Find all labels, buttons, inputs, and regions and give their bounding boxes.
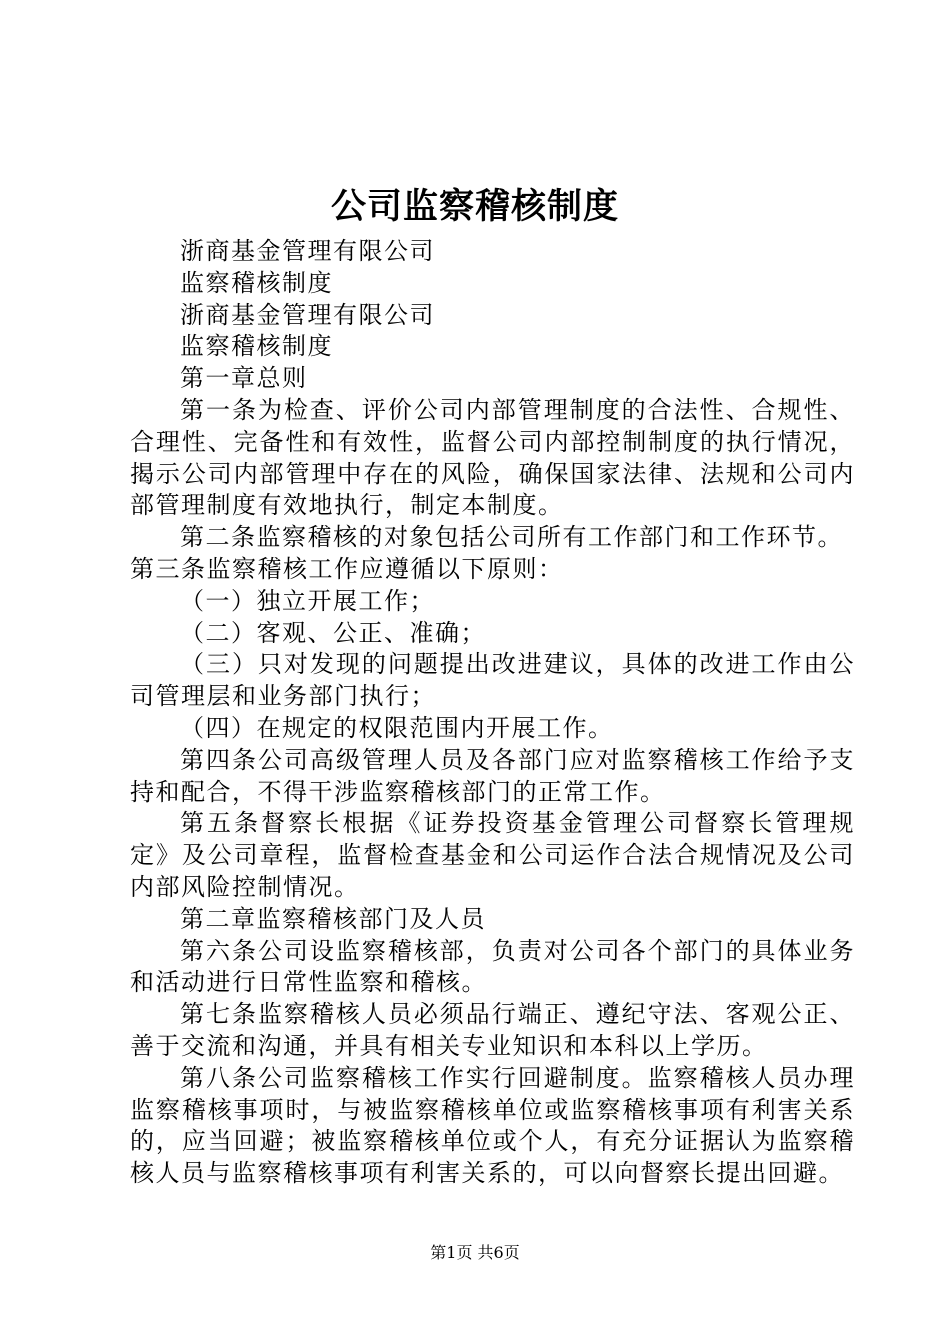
body-paragraph: 第八条公司监察稽核工作实行回避制度。监察稽核人员办理监察稽核事项时，与被监察稽核单位或监察稽核事项有利害关系的，应当回避；被监察稽核单位或个人，有充分证据认为监察稽核人员与监察稽核事项有利害关系的，可以向督察长提出回避。 bbox=[130, 1063, 855, 1188]
document-body bbox=[130, 236, 855, 1190]
body-paragraph: （一）独立开展工作； bbox=[180, 586, 435, 615]
body-paragraph: 监察稽核制度 bbox=[180, 332, 333, 361]
body-paragraph: 第一章总则 bbox=[180, 364, 308, 393]
body-paragraph: 第六条公司设监察稽核部，负责对公司各个部门的具体业务和活动进行日常性监察和稽核。 bbox=[130, 936, 855, 997]
body-paragraph: 第四条公司高级管理人员及各部门应对监察稽核工作给予支持和配合，不得干涉监察稽核部门的正常工作。 bbox=[130, 745, 855, 806]
body-paragraph: （四）在规定的权限范围内开展工作。 bbox=[180, 713, 614, 742]
body-paragraph: 第一条为检查、评价公司内部管理制度的合法性、合规性、合理性、完备性和有效性，监督公司内部控制制度的执行情况，揭示公司内部管理中存在的风险，确保国家法律、法规和公司内部管理制度有效地执行，制定本制度。 bbox=[130, 395, 855, 520]
body-paragraph: （二）客观、公正、准确； bbox=[180, 618, 486, 647]
body-paragraph: 第二条监察稽核的对象包括公司所有工作部门和工作环节。 bbox=[180, 523, 843, 552]
document-title: 公司监察稽核制度 bbox=[330, 186, 619, 227]
body-paragraph: 浙商基金管理有限公司 bbox=[180, 237, 435, 265]
page-footer: 第1页 共6页 bbox=[430, 1243, 520, 1262]
body-paragraph: 第三条监察稽核工作应遵循以下原则： bbox=[130, 554, 564, 583]
body-paragraph: 监察稽核制度 bbox=[180, 268, 333, 297]
body-paragraph: 第五条督察长根据《证券投资基金管理公司督察长管理规定》及公司章程，监督检查基金和公司运作合法合规情况及公司内部风险控制情况。 bbox=[130, 809, 855, 901]
body-paragraph: （三）只对发现的问题提出改进建议，具体的改进工作由公司管理层和业务部门执行； bbox=[130, 650, 855, 711]
body-paragraph: 浙商基金管理有限公司 bbox=[180, 300, 435, 329]
body-paragraph: 第二章监察稽核部门及人员 bbox=[180, 904, 486, 933]
body-paragraph: 第七条监察稽核人员必须品行端正、遵纪守法、客观公正、善于交流和沟通，并具有相关专业知识和本科以上学历。 bbox=[130, 1000, 855, 1060]
